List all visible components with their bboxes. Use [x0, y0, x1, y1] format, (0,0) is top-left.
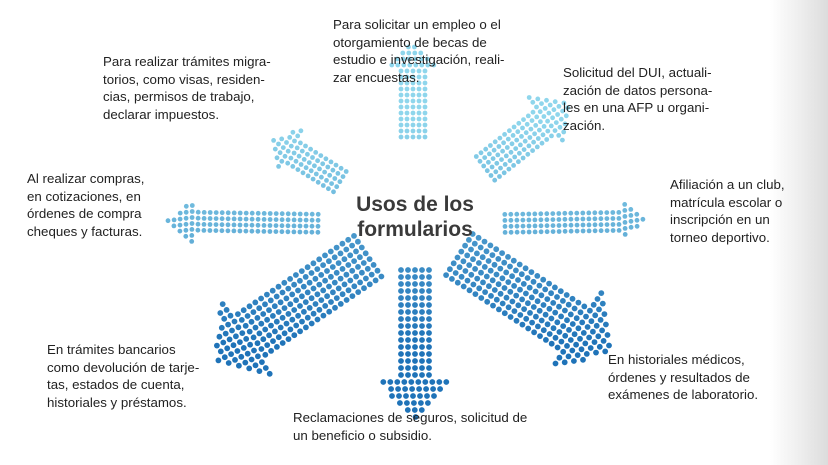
- text-line: como devolución de tarje-: [47, 359, 200, 375]
- text-line: órdenes de compra: [27, 206, 142, 222]
- use-migration: [103, 53, 285, 123]
- arrow-down-left: [214, 233, 384, 377]
- arrow-left: [166, 203, 321, 244]
- title-line-1: Usos de los: [356, 193, 474, 216]
- text-line: otorgamiento de becas de: [333, 34, 487, 50]
- arrow-down: [380, 267, 449, 420]
- text-line: Solicitud del DUI, actuali-: [563, 65, 712, 80]
- text-line: Afiliación a un club,: [670, 177, 785, 192]
- text-line: estudio e investigación, reali-: [333, 52, 505, 68]
- use-insurance: [293, 409, 553, 444]
- arrow-right: [502, 202, 645, 237]
- text-line: tas, estados de cuenta,: [47, 377, 185, 393]
- text-line: exámenes de laboratorio.: [608, 387, 759, 403]
- use-banking: [47, 341, 215, 411]
- text-line: en cotizaciones, en: [27, 188, 141, 204]
- text-line: inscripción en un: [670, 212, 770, 228]
- text-line: les en una AFP u organi-: [563, 100, 710, 116]
- text-line: Reclamaciones de seguros, solicitud de: [293, 410, 528, 425]
- arrow-up-left: [271, 128, 348, 194]
- use-medical: [608, 351, 776, 404]
- text-line: cheques y facturas.: [27, 223, 143, 239]
- text-line: torneo deportivo.: [670, 229, 770, 245]
- text-line: Para solicitar un empleo o el: [333, 17, 501, 32]
- use-purchases: [27, 170, 157, 240]
- text-line: zar encuestas.: [333, 69, 420, 85]
- text-line: un beneficio o subsidio.: [293, 427, 432, 443]
- text-line: historiales y préstamos.: [47, 394, 187, 410]
- text-line: órdenes y resultados de: [608, 369, 750, 385]
- diagram-title: [345, 192, 485, 242]
- text-line: zación.: [563, 117, 606, 133]
- text-line: Para realizar trámites migra-: [103, 54, 271, 69]
- text-line: torios, como visas, residen-: [103, 71, 265, 87]
- text-line: En historiales médicos,: [608, 352, 745, 367]
- text-line: En trámites bancarios: [47, 342, 176, 357]
- text-line: cias, permisos de trabajo,: [103, 89, 255, 105]
- text-line: Al realizar compras,: [27, 171, 145, 186]
- text-line: matrícula escolar o: [670, 194, 783, 210]
- arrow-down-right: [443, 231, 612, 366]
- arrow-up-right: [474, 95, 570, 183]
- use-dui: [563, 64, 728, 134]
- text-line: zación de datos persona-: [563, 82, 713, 98]
- use-employment: [333, 16, 523, 86]
- title-line-2: formularios: [357, 218, 473, 241]
- use-club: [670, 176, 805, 246]
- text-line: declarar impuestos.: [103, 106, 220, 122]
